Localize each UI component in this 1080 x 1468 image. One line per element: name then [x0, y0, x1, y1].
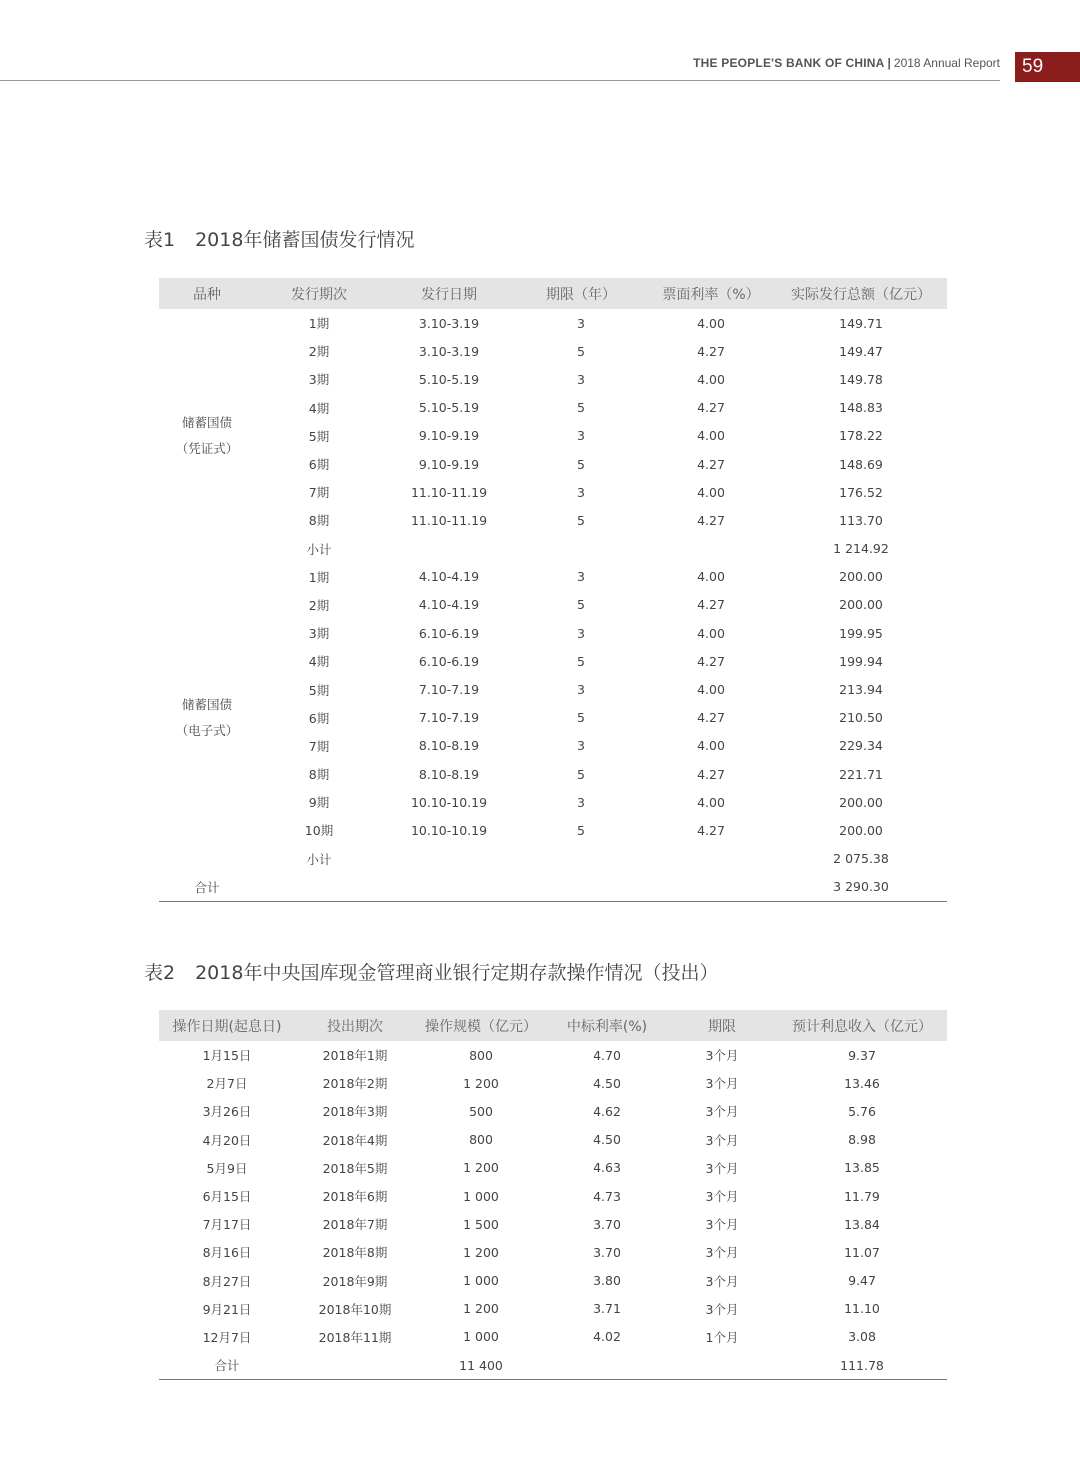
- column-header: 期限（年）: [515, 278, 647, 309]
- subtotal-label: 小计: [306, 541, 332, 557]
- total-row: [159, 873, 947, 902]
- scale-cell: 1 200: [463, 1301, 499, 1317]
- subtotal-row: [159, 535, 947, 563]
- table-row: [159, 1210, 947, 1238]
- total-label: 合计: [159, 1351, 295, 1380]
- date-cell: 5.10-5.19: [418, 371, 480, 387]
- issue-cell: 7期: [308, 485, 330, 501]
- issue-cell: 2018年1期: [322, 1048, 388, 1064]
- table-row: [159, 760, 947, 788]
- table2-label: 表2: [144, 962, 176, 984]
- date-cell: 3.10-3.19: [418, 343, 480, 359]
- column-header: 中标利率(%): [547, 1010, 667, 1041]
- subtotal-amount: 2 075.38: [833, 851, 889, 867]
- amount-cell: 148.83: [839, 400, 883, 416]
- table-row: [159, 506, 947, 534]
- table-row: [159, 1238, 947, 1266]
- column-header: 发行日期: [383, 278, 515, 309]
- total-income: 111.78: [777, 1351, 947, 1380]
- term-cell: 3: [577, 794, 585, 810]
- income-cell: 3.08: [848, 1329, 876, 1345]
- table2-caption: 2018年中央国库现金管理商业银行定期存款操作情况（投出）: [195, 962, 719, 984]
- empty-cell: [383, 873, 515, 902]
- term-cell: 3个月: [705, 1076, 739, 1092]
- table-row: [159, 450, 947, 478]
- issue-cell: 6期: [308, 710, 330, 726]
- amount-cell: 149.78: [839, 371, 883, 387]
- issue-cell: 3期: [308, 626, 330, 642]
- amount-cell: 149.71: [839, 315, 883, 331]
- term-cell: 3: [577, 738, 585, 754]
- amount-cell: 176.52: [839, 484, 883, 500]
- issue-cell: 7期: [308, 738, 330, 754]
- date-cell: 8.10-8.19: [418, 766, 480, 782]
- scale-cell: 1 200: [463, 1160, 499, 1176]
- issue-cell: 2018年10期: [318, 1301, 392, 1317]
- amount-cell: 200.00: [839, 794, 883, 810]
- table-row: [159, 422, 947, 450]
- subtotal-row: [159, 845, 947, 873]
- table1-caption: 2018年储蓄国债发行情况: [195, 229, 415, 251]
- term-cell: 5: [577, 400, 585, 416]
- table2-title: [144, 958, 718, 985]
- rate-cell: 4.70: [593, 1047, 621, 1063]
- empty-cell: [647, 535, 775, 563]
- issue-cell: 8期: [308, 767, 330, 783]
- operation-date-cell: 4月20日: [202, 1132, 252, 1148]
- issue-cell: 4期: [308, 654, 330, 670]
- column-header: 品种: [159, 278, 255, 309]
- table-row: [159, 816, 947, 844]
- issue-cell: 2018年5期: [322, 1160, 388, 1176]
- income-cell: 9.47: [848, 1273, 876, 1289]
- term-cell: 5: [577, 343, 585, 359]
- income-cell: 13.84: [844, 1216, 880, 1232]
- term-cell: 1个月: [705, 1329, 739, 1345]
- amount-cell: 210.50: [839, 710, 883, 726]
- income-cell: 13.46: [844, 1075, 880, 1091]
- empty-cell: [647, 845, 775, 873]
- issue-cell: 2018年7期: [322, 1217, 388, 1233]
- table-row: [159, 1295, 947, 1323]
- column-header: 期限: [667, 1010, 777, 1041]
- term-cell: 3: [577, 569, 585, 585]
- amount-cell: 149.47: [839, 343, 883, 359]
- rate-cell: 4.27: [697, 597, 725, 613]
- income-cell: 5.76: [848, 1103, 876, 1119]
- column-header: 票面利率（%）: [647, 278, 775, 309]
- issue-cell: 2期: [308, 344, 330, 360]
- rate-cell: 4.00: [697, 428, 725, 444]
- scale-cell: 1 200: [463, 1075, 499, 1091]
- operation-date-cell: 5月9日: [206, 1160, 248, 1176]
- table-row: [159, 591, 947, 619]
- amount-cell: 199.94: [839, 653, 883, 669]
- term-cell: 3个月: [705, 1273, 739, 1289]
- bond-type-name: 储蓄国债: [181, 414, 232, 430]
- total-scale: 11 400: [415, 1351, 547, 1380]
- table-row: [159, 1182, 947, 1210]
- date-cell: 3.10-3.19: [418, 315, 480, 331]
- scale-cell: 1 000: [463, 1273, 499, 1289]
- empty-cell: [515, 873, 647, 902]
- scale-cell: 1 200: [463, 1244, 499, 1260]
- total-amount: 3 290.30: [775, 873, 947, 902]
- term-cell: 3个月: [705, 1160, 739, 1176]
- term-cell: 5: [577, 456, 585, 472]
- total-row: [159, 1351, 947, 1380]
- issue-cell: 9期: [308, 795, 330, 811]
- rate-cell: 4.00: [697, 484, 725, 500]
- rate-cell: 4.00: [697, 315, 725, 331]
- rate-cell: 4.62: [593, 1103, 621, 1119]
- issue-cell: 4期: [308, 400, 330, 416]
- income-cell: 11.79: [844, 1188, 880, 1204]
- operation-date-cell: 8月16日: [202, 1245, 252, 1261]
- rate-cell: 4.27: [697, 512, 725, 528]
- rate-cell: 3.71: [593, 1301, 621, 1317]
- table-row: [159, 478, 947, 506]
- rate-cell: 4.50: [593, 1132, 621, 1148]
- issue-cell: 2018年3期: [322, 1104, 388, 1120]
- running-header: [693, 56, 1000, 70]
- page-number: 59: [1015, 52, 1080, 82]
- term-cell: 5: [577, 653, 585, 669]
- empty-cell: [383, 845, 515, 873]
- empty-cell: [667, 1351, 777, 1380]
- issue-cell: 2018年11期: [318, 1329, 392, 1345]
- rate-cell: 4.00: [697, 794, 725, 810]
- term-cell: 3: [577, 682, 585, 698]
- rate-cell: 4.27: [697, 343, 725, 359]
- date-cell: 4.10-4.19: [418, 597, 480, 613]
- operation-date-cell: 1月15日: [202, 1048, 252, 1064]
- term-cell: 3个月: [705, 1245, 739, 1261]
- term-cell: 5: [577, 710, 585, 726]
- issue-cell: 1期: [308, 569, 330, 585]
- issue-cell: 2期: [308, 597, 330, 613]
- amount-cell: 200.00: [839, 569, 883, 585]
- rate-cell: 4.63: [593, 1160, 621, 1176]
- amount-cell: 200.00: [839, 597, 883, 613]
- empty-cell: [647, 873, 775, 902]
- column-header: 实际发行总额（亿元）: [775, 278, 947, 309]
- bond-type-name: 储蓄国债: [181, 696, 232, 712]
- rate-cell: 4.02: [593, 1329, 621, 1345]
- empty-cell: [295, 1351, 415, 1380]
- income-cell: 8.98: [848, 1132, 876, 1148]
- empty-cell: [547, 1351, 667, 1380]
- term-cell: 3个月: [705, 1189, 739, 1205]
- operation-date-cell: 12月7日: [202, 1329, 252, 1345]
- column-header: 预计利息收入（亿元）: [777, 1010, 947, 1041]
- date-cell: 9.10-9.19: [418, 456, 480, 472]
- table-row: [159, 1097, 947, 1125]
- issue-cell: 3期: [308, 372, 330, 388]
- issue-cell: 1期: [308, 316, 330, 332]
- issue-cell: 5期: [308, 682, 330, 698]
- amount-cell: 229.34: [839, 738, 883, 754]
- term-cell: 3: [577, 484, 585, 500]
- term-cell: 5: [577, 512, 585, 528]
- scale-cell: 800: [469, 1047, 493, 1063]
- term-cell: 3: [577, 315, 585, 331]
- table1-title: [144, 225, 414, 252]
- amount-cell: 213.94: [839, 682, 883, 698]
- rate-cell: 4.27: [697, 822, 725, 838]
- term-cell: 3个月: [705, 1301, 739, 1317]
- operation-date-cell: 2月7日: [206, 1076, 248, 1092]
- amount-cell: 199.95: [839, 625, 883, 641]
- scale-cell: 1 500: [463, 1216, 499, 1232]
- issue-cell: 2018年2期: [322, 1076, 388, 1092]
- date-cell: 11.10-11.19: [410, 484, 488, 500]
- date-cell: 8.10-8.19: [418, 738, 480, 754]
- term-cell: 3: [577, 428, 585, 444]
- empty-cell: [515, 845, 647, 873]
- bond-type-cell: [159, 309, 255, 563]
- table-row: [159, 365, 947, 393]
- empty-cell: [255, 873, 383, 902]
- column-header: 发行期次: [255, 278, 383, 309]
- total-label: 合计: [159, 873, 255, 902]
- table-row: [159, 1267, 947, 1295]
- amount-cell: 113.70: [839, 512, 883, 528]
- table-row: [159, 732, 947, 760]
- treasury-deposit-table: [159, 1010, 947, 1380]
- issue-cell: 6期: [308, 457, 330, 473]
- amount-cell: 200.00: [839, 822, 883, 838]
- term-cell: 5: [577, 597, 585, 613]
- rate-cell: 4.00: [697, 625, 725, 641]
- rate-cell: 4.00: [697, 569, 725, 585]
- rate-cell: 4.50: [593, 1075, 621, 1091]
- operation-date-cell: 3月26日: [202, 1104, 252, 1120]
- term-cell: 3: [577, 371, 585, 387]
- table-row: [159, 1069, 947, 1097]
- date-cell: 6.10-6.19: [418, 653, 480, 669]
- column-header: 投出期次: [295, 1010, 415, 1041]
- term-cell: 5: [577, 822, 585, 838]
- rate-cell: 4.00: [697, 371, 725, 387]
- amount-cell: 221.71: [839, 766, 883, 782]
- term-cell: 3: [577, 625, 585, 641]
- issue-cell: 10期: [304, 823, 334, 839]
- issue-cell: 8期: [308, 513, 330, 529]
- operation-date-cell: 9月21日: [202, 1301, 252, 1317]
- amount-cell: 178.22: [839, 428, 883, 444]
- amount-cell: 148.69: [839, 456, 883, 472]
- date-cell: 10.10-10.19: [410, 794, 488, 810]
- rate-cell: 4.27: [697, 400, 725, 416]
- savings-bond-table: [159, 278, 947, 902]
- income-cell: 13.85: [844, 1160, 880, 1176]
- date-cell: 9.10-9.19: [418, 428, 480, 444]
- table-row: [159, 337, 947, 365]
- rate-cell: 4.27: [697, 456, 725, 472]
- table-row: [159, 309, 947, 337]
- subtotal-label: 小计: [306, 851, 332, 867]
- rate-cell: 4.27: [697, 766, 725, 782]
- table-row: [159, 675, 947, 703]
- scale-cell: 800: [469, 1132, 493, 1148]
- operation-date-cell: 7月17日: [202, 1217, 252, 1233]
- scale-cell: 500: [469, 1103, 493, 1119]
- table-row: [159, 1323, 947, 1351]
- table-row: [159, 394, 947, 422]
- date-cell: 6.10-6.19: [418, 625, 480, 641]
- table-row: [159, 619, 947, 647]
- operation-date-cell: 8月27日: [202, 1273, 252, 1289]
- issue-cell: 2018年6期: [322, 1189, 388, 1205]
- rate-cell: 4.27: [697, 653, 725, 669]
- table-row: [159, 1041, 947, 1069]
- table-row: [159, 704, 947, 732]
- rate-cell: 4.00: [697, 682, 725, 698]
- issue-cell: 5期: [308, 428, 330, 444]
- term-cell: 3个月: [705, 1217, 739, 1233]
- rate-cell: 3.80: [593, 1273, 621, 1289]
- date-cell: 7.10-7.19: [418, 682, 480, 698]
- issue-cell: 2018年4期: [322, 1132, 388, 1148]
- header-org: THE PEOPLE'S BANK OF CHINA: [693, 56, 885, 70]
- term-cell: 5: [577, 766, 585, 782]
- rate-cell: 4.00: [697, 738, 725, 754]
- issue-cell: 2018年9期: [322, 1273, 388, 1289]
- term-cell: 3个月: [705, 1132, 739, 1148]
- table-row: [159, 1126, 947, 1154]
- scale-cell: 1 000: [463, 1329, 499, 1345]
- income-cell: 11.07: [844, 1244, 880, 1260]
- date-cell: 11.10-11.19: [410, 512, 488, 528]
- table-row: [159, 647, 947, 675]
- header-report: 2018 Annual Report: [893, 56, 1000, 70]
- table-row: [159, 788, 947, 816]
- scale-cell: 1 000: [463, 1188, 499, 1204]
- issue-cell: 2018年8期: [322, 1245, 388, 1261]
- subtotal-amount: 1 214.92: [833, 541, 889, 557]
- rate-cell: 3.70: [593, 1244, 621, 1260]
- bond-type-cell: [159, 563, 255, 873]
- term-cell: 3个月: [705, 1104, 739, 1120]
- table-header-row: [159, 278, 947, 309]
- table1-label: 表1: [144, 229, 176, 251]
- date-cell: 4.10-4.19: [418, 569, 480, 585]
- table-row: [159, 1154, 947, 1182]
- income-cell: 9.37: [848, 1047, 876, 1063]
- column-header: 操作规模（亿元）: [415, 1010, 547, 1041]
- rate-cell: 4.27: [697, 710, 725, 726]
- rate-cell: 4.73: [593, 1188, 621, 1204]
- bond-type-form: （电子式）: [175, 722, 239, 738]
- income-cell: 11.10: [844, 1301, 880, 1317]
- operation-date-cell: 6月15日: [202, 1189, 252, 1205]
- table-header-row: [159, 1010, 947, 1041]
- date-cell: 10.10-10.19: [410, 822, 488, 838]
- date-cell: 7.10-7.19: [418, 710, 480, 726]
- table-row: [159, 563, 947, 591]
- term-cell: 3个月: [705, 1048, 739, 1064]
- date-cell: 5.10-5.19: [418, 400, 480, 416]
- header-separator: |: [887, 56, 891, 70]
- empty-cell: [515, 535, 647, 563]
- bond-type-form: （凭证式）: [175, 440, 239, 456]
- rate-cell: 3.70: [593, 1216, 621, 1232]
- column-header: 操作日期(起息日): [159, 1010, 295, 1041]
- empty-cell: [383, 535, 515, 563]
- header-rule: [0, 80, 1000, 81]
